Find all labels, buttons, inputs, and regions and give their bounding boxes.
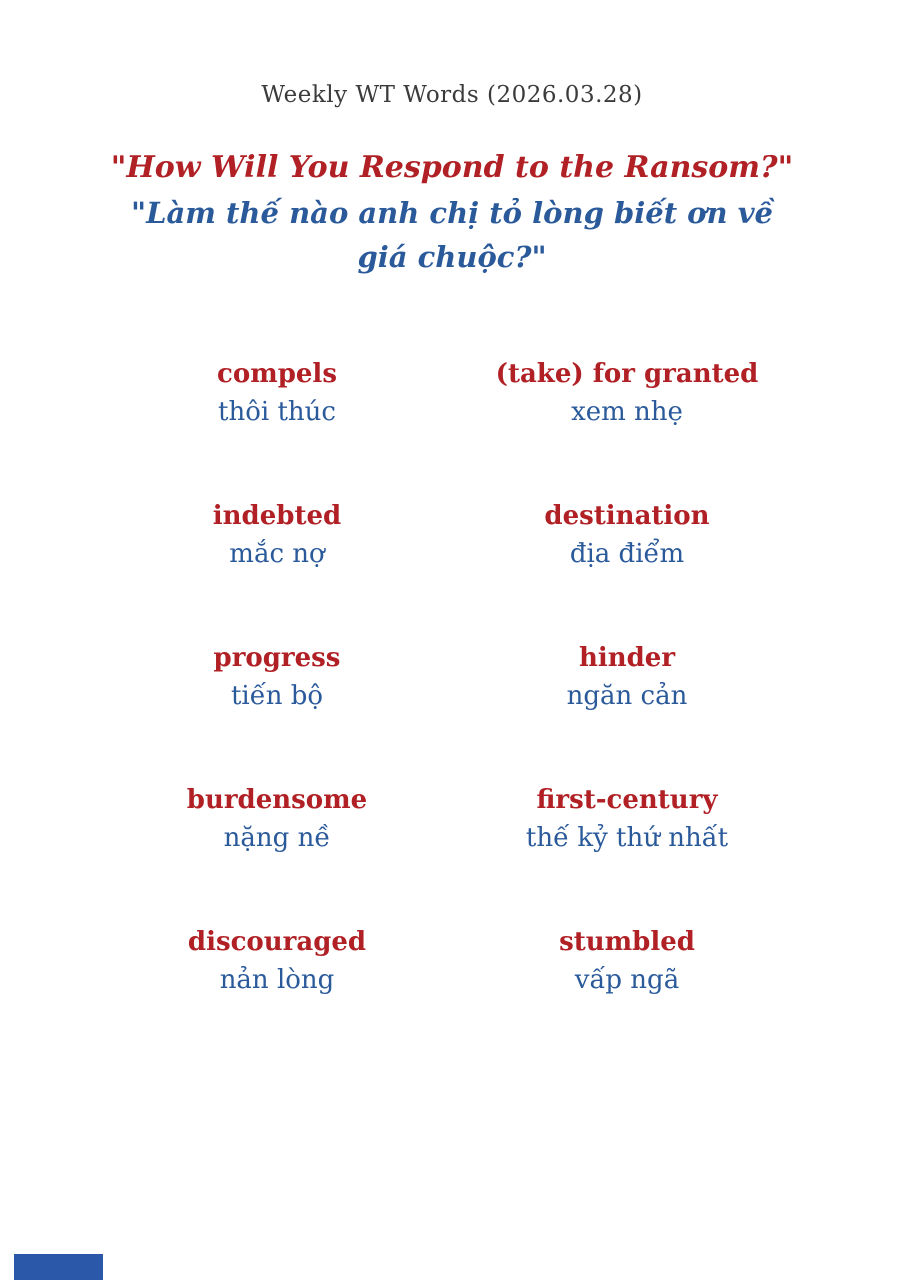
page-header: Weekly WT Words (2026.03.28) — [261, 82, 643, 108]
title-vietnamese: "Làm thế nào anh chị tỏ lòng biết ơn về giá chuộc?" — [130, 196, 774, 274]
vocab-term-english: stumbled — [559, 927, 695, 958]
vocab-term-vietnamese: nản lòng — [219, 965, 335, 996]
vocab-pair — [102, 497, 452, 573]
bottom-left-blue-bar — [14, 1254, 103, 1280]
vocab-term-vietnamese: thế kỷ thứ nhất — [525, 823, 729, 854]
vocab-pair — [452, 355, 802, 431]
vocab-term-english: first-century — [536, 785, 718, 816]
vocab-pair — [102, 355, 452, 431]
vocab-term-vietnamese: địa điểm — [569, 539, 685, 570]
vocab-term-vietnamese: xem nhẹ — [571, 397, 683, 428]
vocab-pair — [102, 781, 452, 857]
vocab-term-vietnamese: mắc nợ — [229, 539, 325, 570]
vocab-term-vietnamese: ngăn cản — [566, 681, 688, 712]
title-block — [0, 150, 904, 279]
vocab-grid — [102, 355, 802, 999]
vocab-term-english: (take) for granted — [495, 359, 759, 390]
vocab-term-english: compels — [217, 359, 337, 390]
vocab-pair — [452, 639, 802, 715]
vocab-pair — [452, 781, 802, 857]
vocab-term-vietnamese: thôi thúc — [218, 397, 336, 428]
vocab-term-vietnamese: tiến bộ — [230, 681, 324, 712]
vocab-term-english: destination — [544, 501, 710, 532]
vocab-pair — [452, 923, 802, 999]
vocab-term-vietnamese: nặng nề — [223, 823, 331, 854]
title-english: "How Will You Respond to the Ransom?" — [110, 150, 794, 185]
vocab-term-english: discouraged — [187, 927, 367, 958]
vocab-term-english: burdensome — [186, 785, 368, 816]
vocab-term-english: hinder — [578, 643, 676, 674]
vocab-pair — [102, 639, 452, 715]
vocab-pair — [452, 497, 802, 573]
vocab-term-english: indebted — [212, 501, 342, 532]
vocab-term-english: progress — [213, 643, 341, 674]
vocab-pair — [102, 923, 452, 999]
vocab-term-vietnamese: vấp ngã — [574, 965, 680, 996]
